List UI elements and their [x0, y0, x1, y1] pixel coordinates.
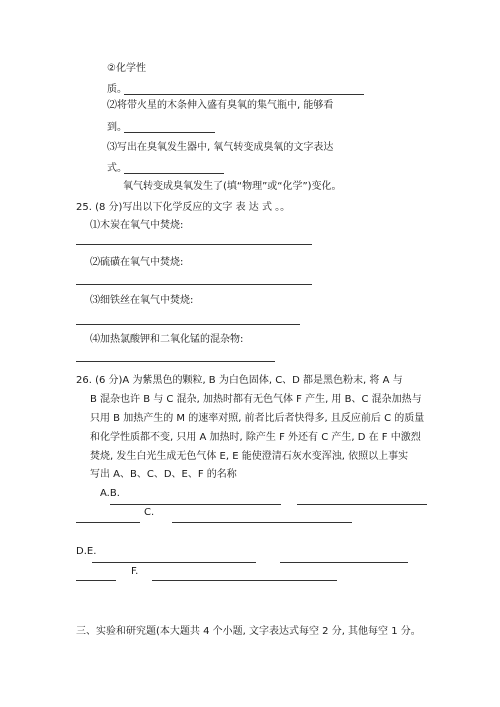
q26-blank-d: [92, 562, 256, 563]
item3-text: ⑵将带火星的木条伸入盛有臭氧的集气瓶中, 能够看: [107, 100, 334, 111]
q26-blank-b2: [76, 522, 140, 523]
q25-part2: ⑵硫磺在氧气中焚烧:: [90, 257, 184, 268]
q26-blank-f: [152, 580, 337, 581]
q26-line2: B 混杂也许 B 与 C 混杂, 加热时都有无色气体 F 产生, 用 B、C 混杂加热与: [90, 394, 422, 405]
q25-part4: ⑷加热氯酸钾和二氧化锰的混杂物:: [90, 334, 244, 345]
q25-part3: ⑶细铁丝在氧气中焚烧:: [90, 295, 194, 306]
item4-answer-line: [124, 173, 224, 174]
q25-part1-line: [76, 244, 312, 245]
q25-title: 25. (8 分)写出以下化学反应的文字 表 达 式 。。: [76, 202, 291, 213]
q25-part3-line: [76, 324, 300, 325]
q26-line6: 写出 A、B、C、D、E、F 的名称: [90, 469, 237, 480]
q25-part2-line: [76, 284, 312, 285]
q26-blank-c: [172, 522, 352, 523]
q26-blank-e: [280, 562, 408, 563]
item2-label: ②化学性: [107, 63, 146, 74]
q26-blank-a: [110, 504, 281, 505]
item3-cont: 到。: [107, 122, 127, 133]
q26-line5: 焚烧, 发生白光生成无色气体 E, E 能使澄清石灰水变浑浊, 依照以上事实: [90, 451, 409, 462]
section-3-heading: 三、实验和研究题(本大题共 4 个小题, 文字表达式每空 2 分, 其他每空 1 分。: [76, 626, 421, 637]
q26-blank-e2: [76, 580, 116, 581]
q26-line4: 和化学性质都不变, 只用 A 加热时, 除产生 F 外还有 C 产生, D 在 F 中激烈: [90, 432, 421, 443]
q26-line1: 26. (6 分)A 为紫黑色的颗粒, B 为白色固体, C、D 都是黑色粉末, 将 A 与: [76, 375, 403, 386]
item5-text: 氧气转变成臭氧发生了(填“物理”或“化学”)变化。: [123, 181, 342, 192]
item2-cont: 质。: [107, 84, 127, 95]
q26-blank-b: [297, 504, 427, 505]
item4-cont: 式。: [107, 163, 127, 174]
q25-part1: ⑴木炭在氧气中焚烧:: [90, 220, 184, 231]
q26-line3: 只用 B 加热产生的 M 的速率对照, 前者比后者快得多, 且反应前后 C 的质量: [90, 413, 425, 424]
item3-answer-line: [124, 132, 215, 133]
q25-part4-line: [76, 361, 275, 362]
item2-answer-line: [124, 94, 364, 95]
q26-label-c: C.: [144, 507, 155, 518]
q26-label-ab: A.B.: [100, 488, 120, 499]
item4-text: ⑶写出在臭氧发生器中, 氧气转变成臭氧的文字表达: [107, 142, 334, 153]
q26-label-f: F.: [131, 566, 139, 577]
q26-label-de: D.E.: [76, 546, 97, 557]
